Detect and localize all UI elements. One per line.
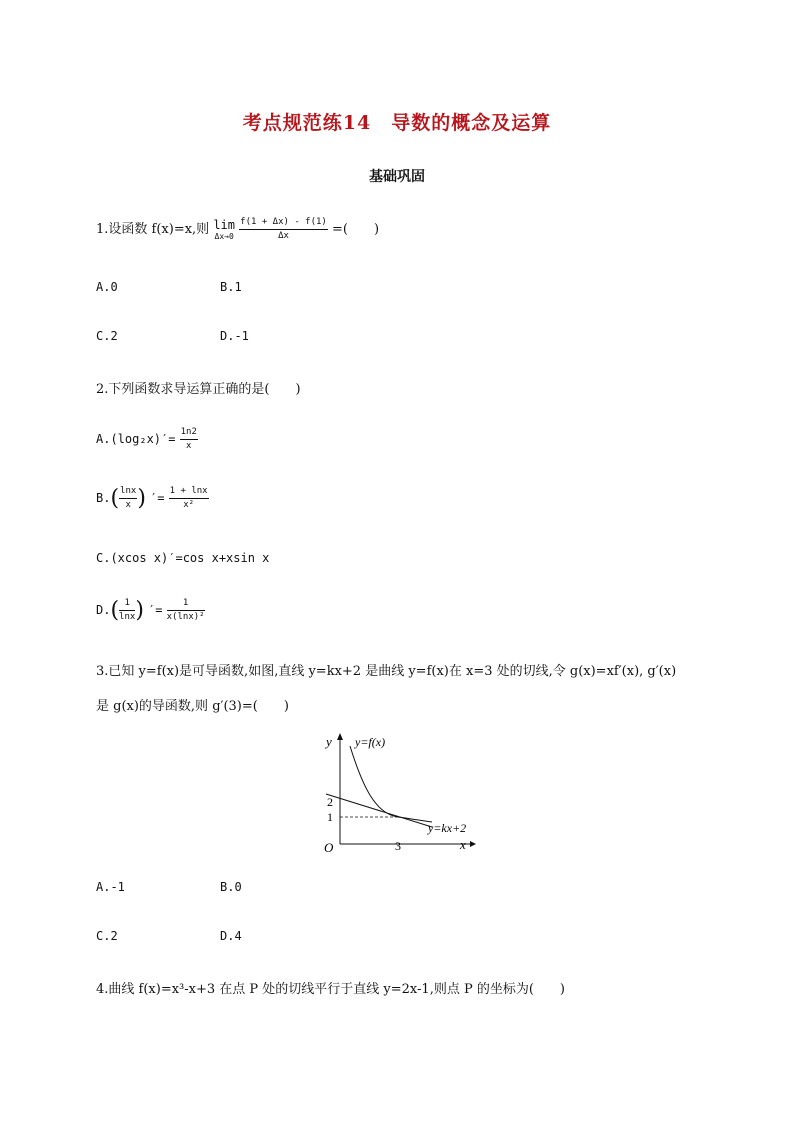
- curve-label: y=f(x): [355, 735, 386, 749]
- question-3-line-2: 是 g(x)的导函数,则 g′(3)=( ): [96, 699, 289, 714]
- q2-option-b: [96, 486, 209, 511]
- q2-d-prefix: D.: [96, 603, 111, 617]
- q2-option-d: [96, 598, 205, 623]
- q1-frac-den: Δx: [278, 231, 289, 241]
- question-4-stem: 4.曲线 f(x)=x³-x+3 在点 P 处的切线平行于直线 y=2x-1,则点 P 的坐标为( ): [96, 982, 565, 997]
- q2-b-mid: ′=: [150, 491, 165, 505]
- q1-frac-num: f(1 + Δx) - f(1): [239, 218, 328, 230]
- q1-stem-suffix: =( ): [332, 222, 380, 237]
- q2-b-den: x²: [183, 500, 195, 510]
- q2-b-num: 1 + lnx: [169, 487, 209, 499]
- q2-d-mid: ′=: [148, 603, 163, 617]
- q1-option-b: B.1: [220, 280, 242, 294]
- origin-label: O: [324, 840, 334, 855]
- x-axis-label: x: [460, 837, 466, 852]
- q3-option-a: A.-1: [96, 880, 125, 894]
- q2-d-fraction: [167, 599, 205, 622]
- q1-option-a: A.0: [96, 280, 118, 294]
- q1-option-c: C.2: [96, 329, 118, 343]
- q2-d-den: x(lnx)²: [166, 612, 205, 622]
- tick-label-3: 3: [395, 839, 401, 853]
- q2-b-inner-den: x: [125, 500, 131, 510]
- q2-a-fraction: [180, 428, 198, 451]
- q2-a-num: 1n2: [180, 428, 198, 440]
- question-2-stem: 2.下列函数求导运算正确的是( ): [96, 382, 301, 397]
- left-paren-icon: (: [110, 486, 120, 511]
- q2-d-num: 1: [167, 599, 205, 611]
- question-3-line-1: 3.已知 y=f(x)是可导函数,如图,直线 y=kx+2 是曲线 y=f(x)在 x=3 处的切线,令 g(x)=xf′(x), g′(x): [96, 664, 677, 679]
- page-title: 考点规范练14 导数的概念及运算: [242, 112, 552, 134]
- q2-option-c: C.(xcos x)′=cos x+xsin x: [96, 551, 270, 565]
- section-heading: 基础巩固: [369, 169, 425, 185]
- tick-label-1: 1: [327, 810, 333, 824]
- curve-f: [350, 746, 432, 822]
- q2-b-inner-num: lnx: [119, 487, 137, 499]
- q1-stem-prefix: 1.设函数 f(x)=x,则: [96, 222, 210, 237]
- q3-option-c: C.2: [96, 929, 118, 943]
- left-paren-icon: (: [110, 598, 120, 623]
- q1-option-d: D.-1: [220, 329, 249, 343]
- tangent-figure: [318, 728, 478, 856]
- line-label: y=kx+2: [428, 821, 467, 835]
- x-axis-arrow-icon: [470, 841, 476, 847]
- q1-lim-word: lim: [213, 218, 236, 232]
- q2-option-a: [96, 428, 198, 451]
- q2-a-prefix: A.(log₂x)′=: [96, 432, 176, 446]
- q1-fraction: [239, 218, 328, 241]
- right-paren-icon: ): [137, 486, 146, 511]
- q2-d-inner-num: 1: [119, 599, 135, 611]
- q3-option-d: D.4: [220, 929, 242, 943]
- q2-b-fraction: [169, 487, 209, 510]
- q2-d-inner-fraction: [119, 599, 135, 622]
- tangent-line: [326, 794, 432, 827]
- q1-lim-sub: Δx→0: [214, 232, 234, 241]
- q2-b-prefix: B.: [96, 491, 111, 505]
- right-paren-icon: ): [135, 598, 144, 623]
- question-1-stem: [96, 218, 379, 241]
- y-axis-label: y: [326, 734, 332, 749]
- y-axis-arrow-icon: [337, 733, 343, 740]
- tick-label-2: 2: [327, 795, 333, 809]
- q2-b-inner-fraction: [119, 487, 137, 510]
- q3-option-b: B.0: [220, 880, 242, 894]
- q2-a-den: x: [186, 441, 192, 451]
- q2-d-inner-den: lnx: [119, 612, 136, 622]
- q1-limit: [213, 218, 235, 241]
